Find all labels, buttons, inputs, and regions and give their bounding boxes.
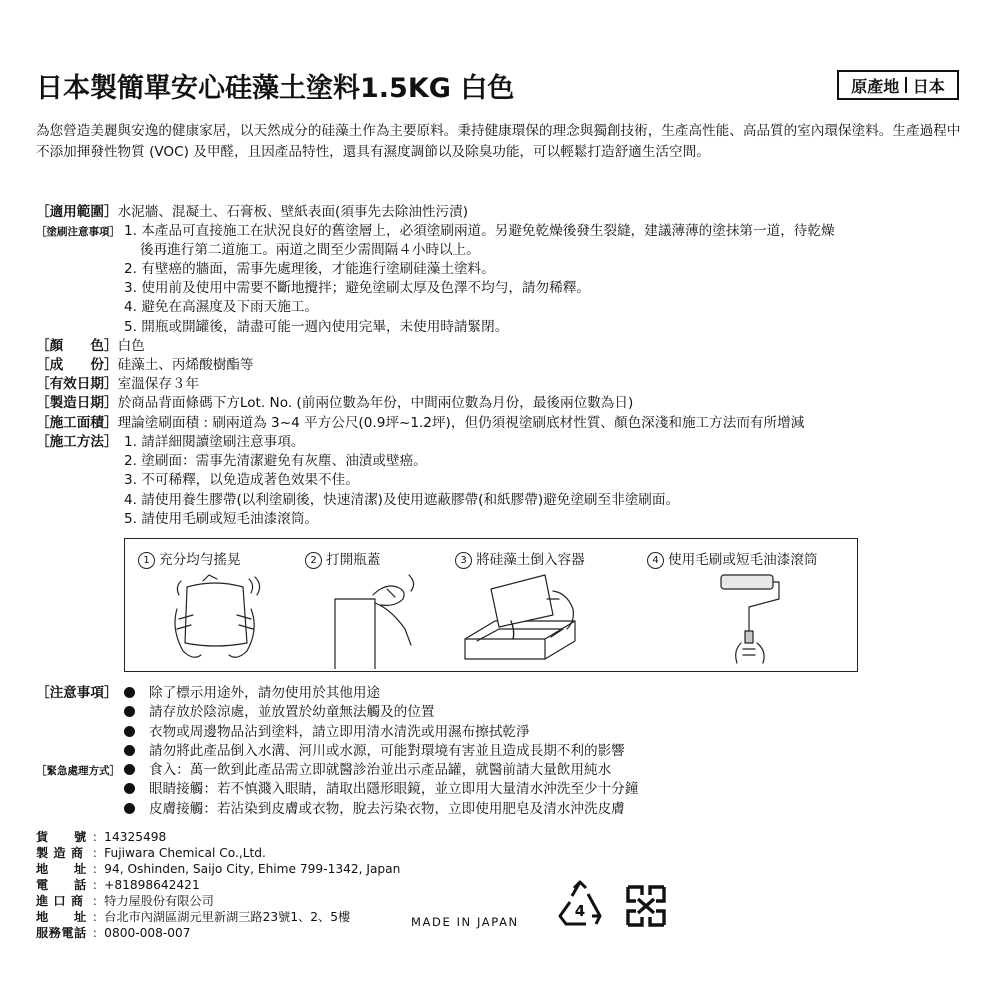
step-number: 2 [305, 552, 322, 569]
spec-color-label: ［顏 色］ [36, 338, 118, 354]
step-1 [138, 548, 241, 569]
bullet-icon [124, 803, 135, 814]
info-row [36, 878, 200, 894]
caution-text: 衣物或周邊物品沾到塗料，請立即用清水清洗或用濕布擦拭乾淨 [149, 724, 530, 740]
info-row [36, 862, 400, 878]
spec-mfg-date-label: ［製造日期］ [36, 395, 118, 411]
info-value: ：Fujiwara Chemical Co.,Ltd. [92, 846, 266, 860]
origin-badge [837, 70, 959, 100]
spec-coverage [36, 414, 804, 432]
spec-ingredients-value: 硅藻土、丙烯酸樹酯等 [117, 357, 254, 373]
bullet-icon [124, 687, 135, 698]
info-key: 進 口 商 [36, 894, 84, 908]
made-in-label: MADE IN JAPAN [411, 915, 519, 929]
info-value: ：14325498 [92, 830, 167, 844]
emergency-item [124, 800, 625, 818]
info-value: ：94, Oshinden, Saijo City, Ehime 799-1342, Japan [92, 862, 401, 876]
step-label: 充分均勻搖晃 [159, 552, 241, 568]
info-value: ：+81898642421 [92, 878, 200, 892]
spec-mfg-date-value: 於商品背面條碼下方Lot. No. (前兩位數為年份，中間兩位數為月份，最後兩位數為日) [117, 395, 634, 411]
spec-notes [36, 222, 120, 241]
step-number: 4 [647, 552, 664, 569]
notes-item: 3. 使用前及使用中需要不斷地攪拌；避免塗刷太厚及色澤不均勻，請勿稀釋。 [124, 280, 590, 296]
bullet-icon [124, 726, 135, 737]
bullet-icon [124, 745, 135, 756]
caution-text: 除了標示用途外，請勿使用於其他用途 [149, 685, 381, 701]
step-number: 3 [455, 552, 472, 569]
spec-ingredients [36, 356, 254, 374]
step-4 [647, 548, 818, 569]
emergency-heading [36, 761, 120, 780]
info-row [36, 830, 166, 846]
recycle-plastic-icon [552, 880, 608, 932]
emergency-item [124, 780, 638, 798]
cautions-label: ［注意事項］ [36, 685, 118, 701]
step-2 [305, 548, 380, 569]
step-label: 使用毛刷或短毛油漆滾筒 [668, 552, 818, 568]
notes-item: 後再進行第二道施工。兩道之間至少需間隔４小時以上。 [140, 242, 480, 258]
info-key: 電 話 [36, 878, 87, 892]
emergency-text: 食入：萬一飲到此產品需立即就醫診治並出示產品罐，就醫前請大量飲用純水 [149, 762, 612, 778]
paint-roller-illustration [711, 569, 791, 669]
caution-item [124, 742, 625, 760]
notes-item: 4. 避免在高濕度及下雨天施工。 [124, 299, 319, 315]
spec-ingredients-label: ［成 份］ [36, 357, 118, 373]
shake-bag-illustration [165, 569, 265, 669]
method-item: 2. 塗刷面：需事先清潔避免有灰塵、油漬或壁癌。 [124, 453, 427, 469]
info-value: ：0800-008-007 [92, 926, 191, 940]
caution-item [124, 723, 530, 741]
open-cap-illustration [315, 569, 425, 669]
spec-scope-value: 水泥牆、混凝土、石膏板、壁紙表面(須事先去除油性污漬) [117, 204, 469, 220]
info-row [36, 926, 191, 942]
spec-color [36, 337, 145, 355]
info-key: 地 址 [36, 862, 87, 876]
bullet-icon [124, 706, 135, 717]
info-key: 製 造 商 [36, 846, 84, 860]
product-title: 日本製簡單安心硅藻土塗料1.5KG 白色 [36, 73, 515, 104]
info-value: ：台北市內湖區湖元里新湖三路23號1、2、5樓 [92, 910, 351, 924]
intro-paragraph: 為您營造美麗與安逸的健康家居，以天然成分的硅藻土作為主要原料。秉持健康環保的理念與獨創技術，生產高性能、高品質的室內環保塗料。生產過程中不添加揮發性物質 (VOC) 及甲醛，且因產品特性，還具有濕度調節以及除臭功能，可以輕鬆打造舒適生活空間。 [36, 123, 961, 160]
info-row [36, 846, 266, 862]
emergency-item [124, 761, 611, 779]
method-item: 5. 請使用毛刷或短毛油漆滾筒。 [124, 511, 319, 527]
spec-mfg-date [36, 394, 633, 412]
method-item: 1. 請詳細閱讀塗刷注意事項。 [124, 434, 305, 450]
spec-notes-label: ［塗刷注意事項］ [36, 226, 120, 238]
info-row [36, 894, 214, 910]
spec-color-value: 白色 [117, 338, 145, 354]
emergency-text: 皮膚接觸：若沾染到皮膚或衣物，脫去污染衣物，立即使用肥皂及清水沖洗皮膚 [149, 801, 625, 817]
info-value: ：特力屋股份有限公司 [92, 894, 214, 908]
step-number: 1 [138, 552, 155, 569]
spec-shelf-life-label: ［有效日期］ [36, 376, 118, 392]
info-key: 貨 號 [36, 830, 87, 844]
info-row [36, 910, 350, 926]
caution-item [124, 703, 434, 721]
pour-into-container-illustration [455, 569, 585, 669]
origin-label: 原產地 [851, 76, 900, 96]
spec-method-label: ［施工方法］ [36, 434, 118, 450]
spec-scope-label: ［適用範圍］ [36, 204, 118, 220]
bullet-icon [124, 783, 135, 794]
emergency-label: ［緊急處理方式］ [36, 765, 120, 777]
cautions-heading [36, 684, 118, 702]
origin-value: 日本 [912, 76, 945, 96]
recycle-number: 4 [574, 902, 586, 920]
caution-item [124, 684, 380, 702]
spec-coverage-value: 理論塗刷面積 : 刷兩道為 3~4 平方公尺(0.9坪~1.2坪)，但仍須視塗刷底材性質、顏色深淺和施工方法而有所增減 [117, 415, 805, 431]
steps-panel [124, 538, 858, 672]
origin-divider [905, 77, 907, 93]
spec-shelf-life-value: 室溫保存３年 [117, 376, 200, 392]
spec-shelf-life [36, 375, 199, 393]
spec-method [36, 433, 118, 451]
caution-text: 請勿將此產品倒入水溝、河川或水源，可能對環境有害並且造成長期不利的影響 [149, 743, 625, 759]
step-label: 打開瓶蓋 [326, 552, 381, 568]
notes-item: 1. 本產品可直接施工在狀況良好的舊塗層上，必須塗刷兩道。另避免乾燥後發生裂縫，建議薄薄的塗抹第一道，待乾燥 [124, 223, 835, 239]
emergency-text: 眼睛接觸：若不慎濺入眼睛，請取出隱形眼鏡，並立即用大量清水沖洗至少十分鐘 [149, 781, 639, 797]
spec-coverage-label: ［施工面積］ [36, 415, 118, 431]
method-item: 3. 不可稀釋，以免造成著色效果不佳。 [124, 472, 359, 488]
step-label: 將硅藻土倒入容器 [476, 552, 585, 568]
method-item: 4. 請使用養生膠帶(以利塗刷後，快速清潔)及使用遮蔽膠帶(和紙膠帶)避免塗刷至非塗刷面。 [124, 492, 680, 508]
spec-scope [36, 203, 468, 221]
info-key: 地 址 [36, 910, 87, 924]
step-3 [455, 548, 585, 569]
info-key: 服務電話 [36, 926, 87, 940]
recycle-container-icon [622, 883, 670, 929]
notes-item: 2. 有壁癌的牆面，需事先處理後，才能進行塗刷硅藻土塗料。 [124, 261, 495, 277]
notes-item: 5. 開瓶或開罐後，請盡可能一週內使用完畢，未使用時請緊閉。 [124, 319, 509, 335]
caution-text: 請存放於陰涼處，並放置於幼童無法觸及的位置 [149, 704, 435, 720]
bullet-icon [124, 764, 135, 775]
